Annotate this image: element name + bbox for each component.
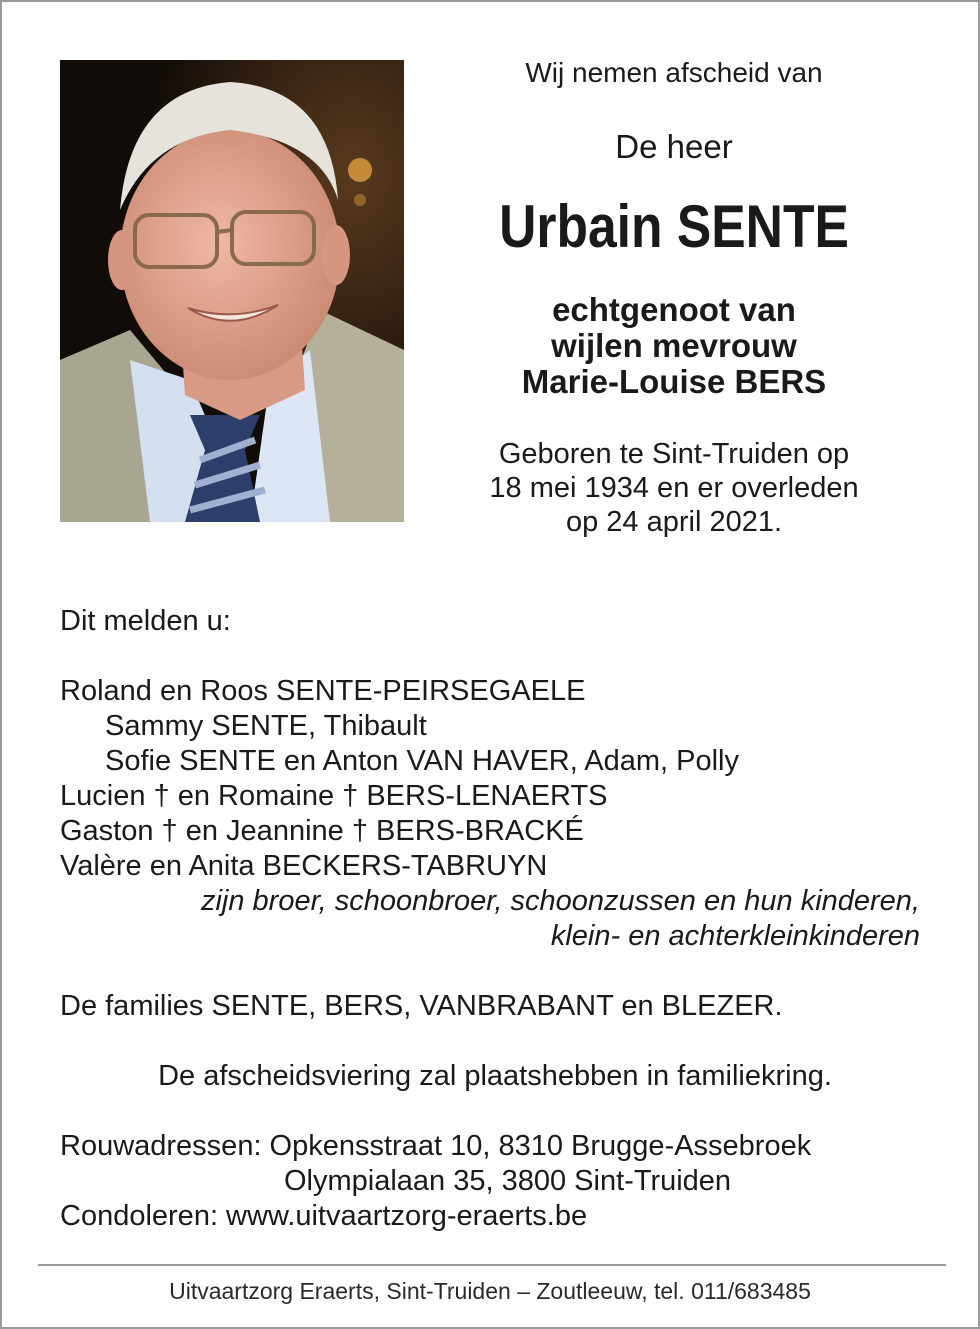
- family-line: Gaston † en Jeannine † BERS-BRACKÉ: [60, 815, 584, 847]
- dates-line: 18 mei 1934 en er overleden: [489, 472, 859, 504]
- address-line: Olympialaan 35, 3800 Sint-Truiden: [284, 1165, 732, 1197]
- announcers-heading: Dit melden u:: [60, 605, 231, 637]
- spouse-line: wijlen mevrouw: [551, 327, 797, 364]
- intro-line: Wij nemen afscheid van: [525, 57, 823, 88]
- family-line: Lucien † en Romaine † BERS-LENAERTS: [60, 780, 608, 812]
- relation-line: zijn broer, schoonbroer, schoonzussen en hun kinderen,: [200, 885, 920, 917]
- ceremony-line: De afscheidsviering zal plaatshebben in familiekring.: [158, 1060, 832, 1092]
- address-line: Rouwadressen: Opkensstraat 10, 8310 Brugge-Assebroek: [60, 1130, 812, 1162]
- family-line: Sofie SENTE en Anton VAN HAVER, Adam, Polly: [105, 745, 739, 777]
- announcement-body: [60, 604, 930, 1234]
- family-line: Valère en Anita BECKERS-TABRUYN: [60, 850, 548, 882]
- spouse-block: [434, 292, 914, 400]
- title-line: De heer: [615, 128, 733, 165]
- relation-line: klein- en achterkleinkinderen: [550, 920, 920, 952]
- dates-line: Geboren te Sint-Truiden op: [498, 438, 850, 470]
- families-line: De families SENTE, BERS, VANBRABANT en BLEZER.: [60, 990, 783, 1022]
- family-line: Roland en Roos SENTE-PEIRSEGAELE: [60, 675, 586, 707]
- birth-death-block: [434, 437, 914, 539]
- portrait-image: [60, 60, 404, 522]
- portrait-photo: [60, 60, 404, 522]
- spouse-line: echtgenoot van: [552, 291, 796, 328]
- dates-line: op 24 april 2021.: [565, 506, 783, 538]
- condolences-line: Condoleren: www.uitvaartzorg-eraerts.be: [60, 1200, 588, 1232]
- spouse-line: Marie-Louise BERS: [521, 363, 827, 400]
- deceased-name: Urbain SENTE: [499, 193, 849, 260]
- family-line: Sammy SENTE, Thibault: [105, 710, 427, 742]
- footer-divider: [38, 1264, 946, 1266]
- deceased-header: [434, 54, 914, 539]
- funeral-home-footer: Uitvaartzorg Eraerts, Sint-Truiden – Zoutleeuw, tel. 011/683485: [169, 1278, 811, 1304]
